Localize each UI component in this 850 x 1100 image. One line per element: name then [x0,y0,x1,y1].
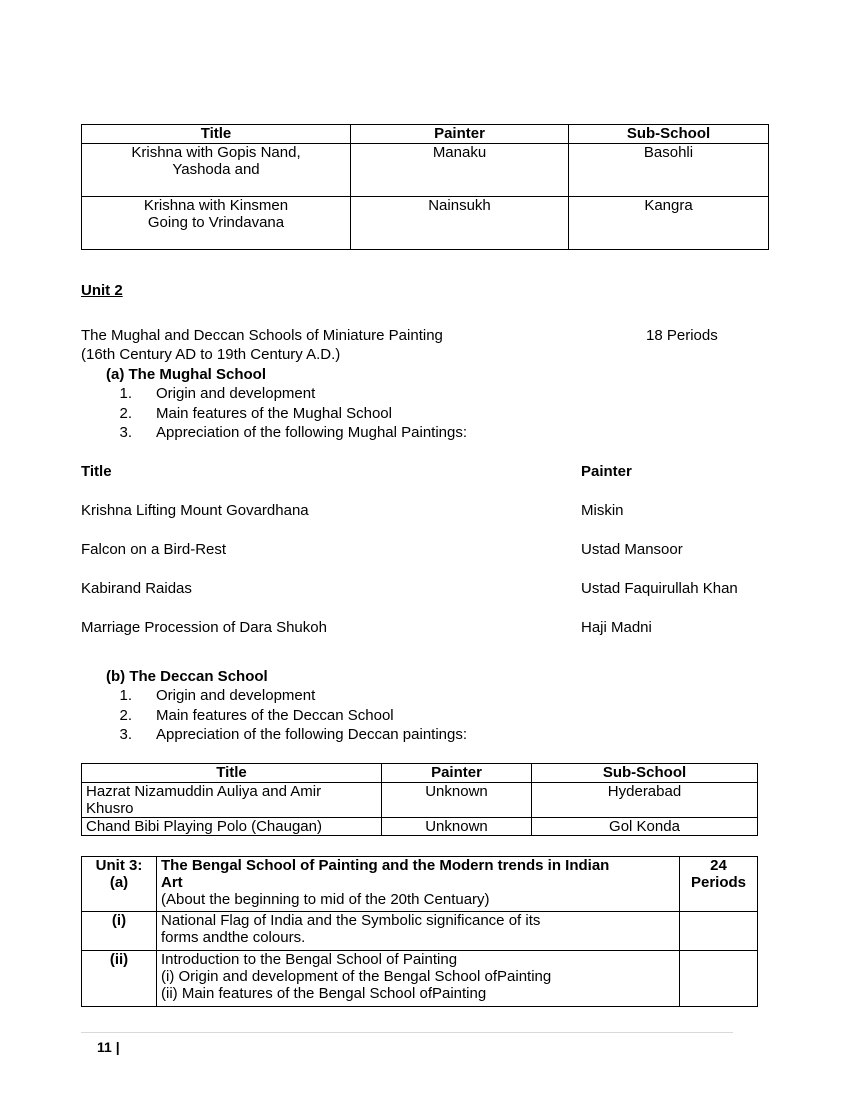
table-row [82,144,769,197]
painting-title-line1: Krishna with Gopis Nand, [131,144,301,161]
painting-title: Marriage Procession of Dara Shukoh [81,619,327,636]
unit3-title-line1: The Bengal School of Painting and the Modern trends in Indian [161,857,610,874]
table-header-subschool: Sub-School [569,125,769,144]
list-number: 1. [119,385,132,402]
unit3-label-line2: (a) [109,874,129,891]
painting-title: Falcon on a Bird-Rest [81,541,227,558]
table-header-title: Title [82,125,351,144]
subschool-cell: Gol Konda [532,818,758,836]
list-header-painter: Painter [581,463,632,480]
list-item: Main features of the Deccan School [156,707,394,724]
painting-title: Kabirand Raidas [81,580,192,597]
painting-painter: Ustad Faquirullah Khan [581,580,738,597]
painting-title-line2: Going to Vrindavana [147,214,285,231]
unit3-title-line2: Art [161,874,183,891]
table-row [82,912,758,951]
unit3-label-line1: Unit 3: [95,857,143,874]
row-number: (i) [82,912,157,951]
row-text-line: forms andthe colours. [161,929,306,946]
list-item: Origin and development [156,385,316,402]
table-row [82,951,758,1007]
painting-title-line2: Yashoda and [172,161,260,178]
table-header-title: Title [82,764,382,783]
empty-cell [680,951,758,1007]
painting-painter: Haji Madni [581,619,652,636]
painting-painter: Miskin [581,502,624,519]
unit2-subtitle: (16th Century AD to 19th Century A.D.) [81,346,341,363]
list-number: 2. [119,707,132,724]
painting-title: Chand Bibi Playing Polo (Chaugan) [82,818,382,836]
mughal-school-heading: (a) The Mughal School [106,366,266,383]
painter-cell: Nainsukh [351,197,569,250]
painting-title-line2: Khusro [86,800,134,817]
list-item: Main features of the Mughal School [156,405,392,422]
list-number: 3. [119,726,132,743]
painting-title: Krishna Lifting Mount Govardhana [81,502,309,519]
rajasthani-paintings-table [81,124,769,250]
painter-cell: Manaku [351,144,569,197]
table-row [82,197,769,250]
row-text-line: (ii) Main features of the Bengal School ofPainting [161,985,487,1002]
table-header-painter: Painter [351,125,569,144]
row-number: (ii) [82,951,157,1007]
subschool-cell: Basohli [569,144,769,197]
unit2-title: The Mughal and Deccan Schools of Miniature Painting [81,327,443,344]
table-header-painter: Painter [382,764,532,783]
unit3-table [81,856,758,1007]
table-row [82,783,758,818]
page-number: 11 | [97,1039,120,1055]
unit3-periods-label: Periods [690,874,747,891]
row-text-line: Introduction to the Bengal School of Painting [161,951,458,968]
unit2-periods: 18 Periods [646,327,718,344]
painter-cell: Unknown [382,783,532,818]
painter-cell: Unknown [382,818,532,836]
list-number: 3. [119,424,132,441]
painting-title-line1: Krishna with Kinsmen [143,197,289,214]
painting-title-line1: Hazrat Nizamuddin Auliya and Amir [86,783,322,800]
list-header-title: Title [81,463,112,480]
deccan-school-heading: (b) The Deccan School [106,668,268,685]
unit3-title-note: (About the beginning to mid of the 20th Centuary) [161,891,490,908]
table-row [82,857,758,912]
subschool-cell: Hyderabad [532,783,758,818]
row-text-line: National Flag of India and the Symbolic significance of its [161,912,541,929]
footer-divider [81,1032,733,1033]
painting-painter: Ustad Mansoor [581,541,683,558]
table-row [82,818,758,836]
table-header-subschool: Sub-School [532,764,758,783]
subschool-cell: Kangra [569,197,769,250]
deccan-paintings-table [81,763,758,836]
list-item: Appreciation of the following Deccan paintings: [156,726,468,743]
list-number: 2. [119,405,132,422]
unit2-heading: Unit 2 [81,282,123,299]
list-item: Appreciation of the following Mughal Paintings: [156,424,468,441]
list-item: Origin and development [156,687,316,704]
empty-cell [680,912,758,951]
unit3-periods-number: 24 [710,857,727,874]
list-number: 1. [119,687,132,704]
row-text-line: (i) Origin and development of the Bengal School ofPainting [161,968,552,985]
